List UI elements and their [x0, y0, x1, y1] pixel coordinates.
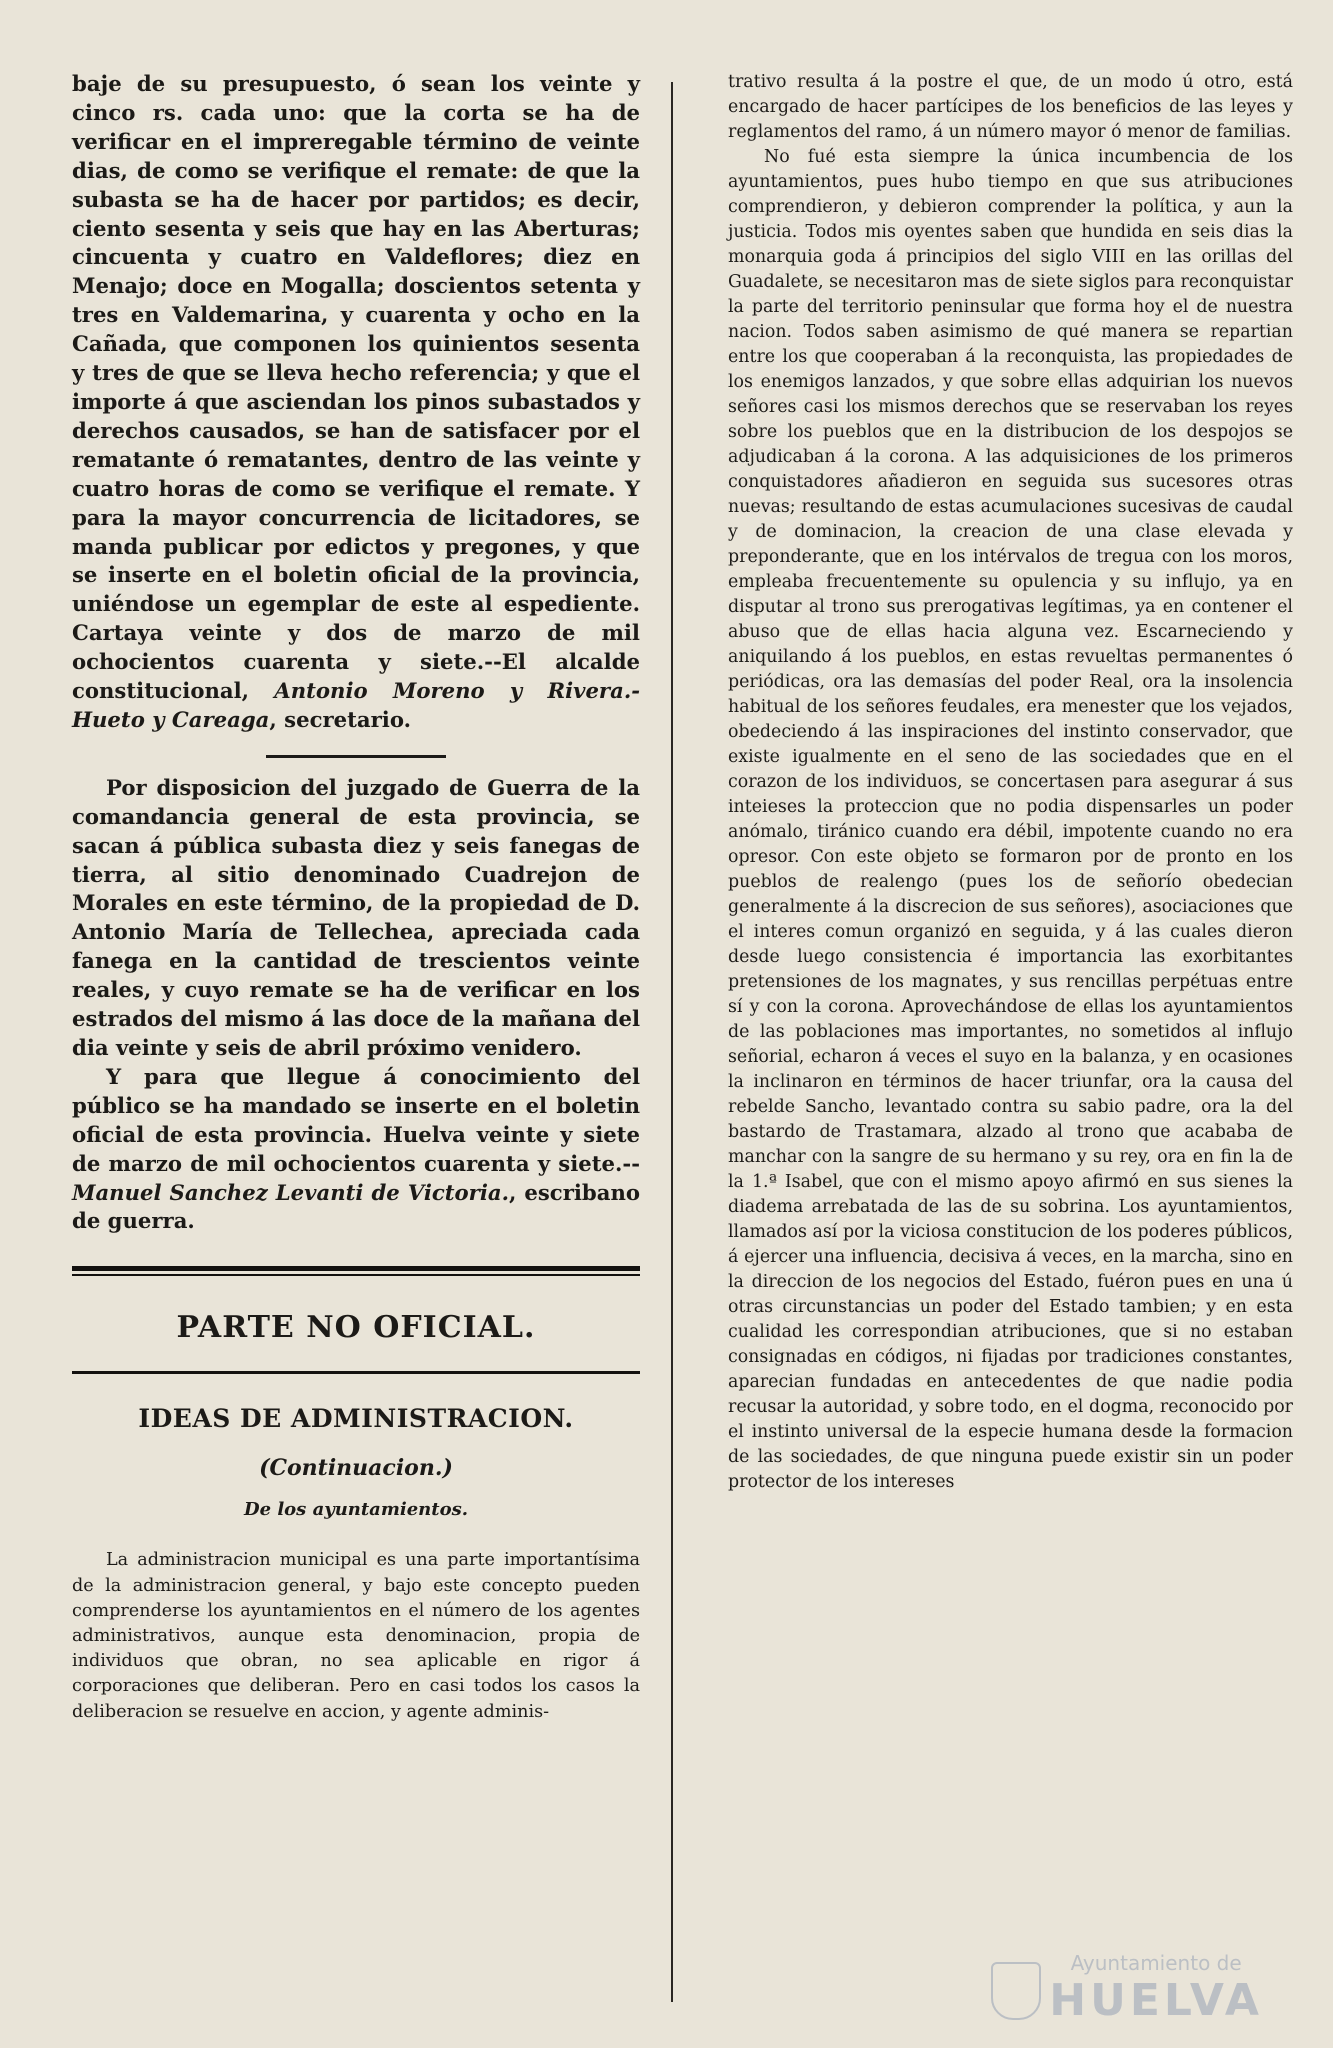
- coat-of-arms-icon: [991, 1962, 1041, 2020]
- article-paragraph: La administracion municipal es una parte importantísima de la administracion general, y bajo este concepto pueden comprenderse los ayuntamientos en el número de los agentes administrativos, aunque esta denominacion, propia de individuos que obran, no sea aplicable en rigor á corporaciones que deliberan. Pero en casi todos los casos la deliberacion se resuelve en accion, y agente adminis-: [72, 1550, 640, 1722]
- article-paragraph: No fué esta siempre la única incumbencia de los ayuntamientos, pues hubo tiempo en que sus atribuciones comprendieron, y debieron comprender la política, y aun la justicia. Todos mis oyentes saben que hundida en seis dias la monarquia goda á principios del siglo VIII en las orillas del Guadalete, se necesitaron mas de siete siglos para reconquistar la parte del territorio peninsular que forma hoy el de nuestra nacion. Todos saben asimismo de qué manera se repartian entre los que cooperaban á la reconquista, las propiedades de los enemigos lanzados, y que sobre ellas adquirian los nuevos señores casi los mismos derechos que se reservaban los reyes sobre los pueblos que en la distribucion de los despojos se adjudicaban á la corona. A las adquisiciones de los primeros conquistadores añadieron en seguida sus sucesores otras nuevas; resultando de estas acumulaciones sucesivas de caudal y de dominacion, la creacion de una clase elevada y preponderante, que en los intérvalos de tregua con los moros, empleaba frecuentemente su opulencia y su influjo, ya en disputar al trono sus prerogativas legítimas, ya en contener el abuso que de ellas hacia alguna vez. Escarneciendo y aniquilando á los pueblos, en estas revueltas permanentes ó periódicas, ora las demasías del poder Real, ora la insolencia habitual de los señores feudales, era menester que los vejados, obedeciendo á las inspiraciones del instinto conservador, que existe igualmente en el seno de las sociedades que en el corazon de los individuos, se concertasen para asegurar á sus inteieses la proteccion que no podia dispensarles un poder anómalo, tiránico cuando era débil, impotente cuando no era opresor. Con este objeto se formaron por de pronto en los pueblos de realengo (pues los de señorío obedecian generalmente á la discrecion de sus señores), asociaciones que el interes comun organizó en seguida, y á las cuales dieron desde luego consistencia é importancia las exorbitantes pretensiones de los magnates, y sus rencillas perpétuas entre sí y con la corona. Aprovechándose de ellas los ayuntamientos de las poblaciones mas importantes, no sometidos al influjo señorial, echaron á veces el suyo en la balanza, y en ocasiones la inclinaron en términos de hacer triunfar, ora la causa del rebelde Sancho, levantado contra su sabio padre, ora la del bastardo de Trastamara, alzado al trono que acababa de manchar con la sangre de su hermano y su rey, ora en fin la de la 1.ª Isabel, que con el mismo apoyo afirmó en sus sienes la diadema arrebatada de las de su sobrina. Los ayuntamientos, llamados así por la viciosa constitucion de los poderes públicos, á ejercer una influencia, decisiva á veces, en la marcha, sino en la direccion de los negocios del Estado, fuéron pues en una ú otras circunstancias un poder del Estado tambien; y en esta cualidad les correspondian atribuciones, que si no estaban consignadas en códigos, ni fijadas por tradiciones constantes, aparecian fundadas en antecedentes de que nadie podia recusar la autoridad, y sobre todo, en el dogma, reconocido por el instinto universal de la especie humana desde la formacion de las sociedades, de que ninguna puede existir sin un poder protector de los intereses: [728, 147, 1293, 1492]
- signer-name: Manuel Sanchez Levanti de Victoria.: [72, 1179, 510, 1205]
- article-subtitle: (Continuacion.): [259, 1455, 453, 1482]
- short-divider: [266, 755, 446, 758]
- title-divider: [72, 1371, 640, 1374]
- watermark-line1: Ayuntamiento de: [1070, 1951, 1242, 1975]
- right-column: [728, 70, 1293, 1495]
- watermark: [1049, 1951, 1263, 2026]
- signer-name: Antonio Moreno y Rivera.-Hueto y Careaga: [72, 678, 640, 732]
- article-paragraph: trativo resulta á la postre el que, de un modo ú otro, está encargado de hacer partícipes de los beneficios de las leyes y reglamentos del ramo, á un número mayor ó menor de familias.: [728, 72, 1293, 142]
- left-column: [72, 70, 640, 1725]
- article-title: IDEAS DE ADMINISTRACION.: [138, 1404, 574, 1434]
- section-divider: [72, 1266, 640, 1276]
- article-section-heading: De los ayuntamientos.: [244, 1499, 468, 1521]
- section-title: PARTE NO OFICIAL.: [176, 1310, 536, 1346]
- edict-paragraph-cartaya: baje de su presupuesto, ó sean los veinte y cinco rs. cada uno: que la corta se ha de verificar en el impreregable término de veinte dias, de como se verifique el remate: de que la subasta se ha de hacer por partidos; es decir, ciento sesenta y seis que hay en las Aberturas; cincuenta y cuatro en Valdeflores; diez en Menajo; doce en Mogalla; doscientos setenta y tres en Valdemarina, y cuarenta y ocho en la Cañada, que componen los quinientos sesenta y tres de que se lleva hecho referencia; y que el importe á que asciendan los pinos subastados y derechos causados, se han de satisfacer por el rematante ó rematantes, dentro de las veinte y cuatro horas de como se verifique el remate. Y para la mayor concurrencia de licitadores, se manda publicar por edictos y pregones, y que se inserte en el boletin oficial de la provincia, uniéndose un egemplar de este al espediente. Cartaya veinte y dos de marzo de mil ochocientos cuarenta y siete.--El alcalde constitucional, Antonio Moreno y Rivera.-Hueto y Careaga, secretario.: [72, 71, 640, 732]
- column-divider: [671, 82, 673, 2002]
- watermark-line2: HUELVA: [1049, 1975, 1263, 2026]
- edict-paragraph-guerra: Por disposicion del juzgado de Guerra de la comandancia general de esta provincia, se sacan á pública subasta diez y seis fanegas de tierra, al sitio denominado Cuadrejon de Morales en este término, de la propiedad de D. Antonio María de Tellechea, apreciada cada fanega en la cantidad de trescientos veinte reales, y cuyo remate se ha de verificar en los estrados del mismo á las doce de la mañana del dia veinte y seis de abril próximo venidero.: [72, 774, 640, 1060]
- edict-paragraph-huelva: Y para que llegue á conocimiento del público se ha mandado se inserte en el boletin oficial de esta provincia. Huelva veinte y siete de marzo de mil ochocientos cuarenta y siete.--Manuel Sanchez Levanti de Victoria., escribano de guerra.: [72, 1063, 640, 1234]
